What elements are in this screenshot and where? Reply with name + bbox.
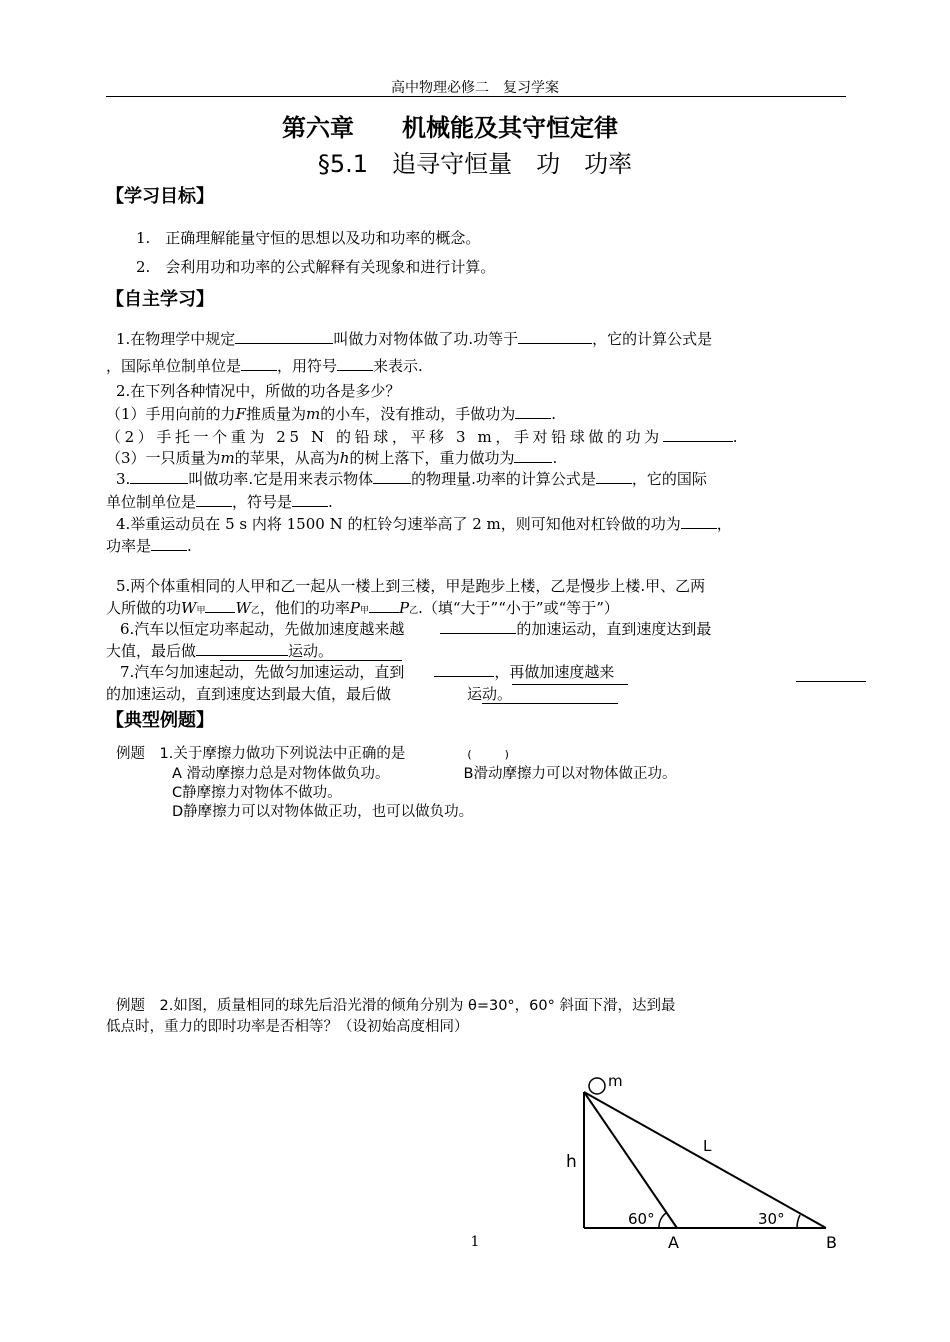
blank[interactable] [235, 328, 333, 344]
blank[interactable] [596, 468, 632, 484]
blank[interactable] [151, 535, 187, 551]
height-symbol: h [339, 449, 350, 467]
q1-text-c: ，它的计算公式是 [592, 330, 713, 348]
q3-text-d: ，它的国际 [631, 470, 707, 488]
q4-text-c: 功率是 [106, 537, 152, 555]
q2-item-2: （2）手托一个重为 25 N 的铅球，平移 3 m，手对铅球做的功为 . [106, 428, 742, 446]
q1-text-b: 叫做力对物体做了功.功等于 [333, 330, 519, 348]
option-d: D静摩擦力可以对物体做正功，也可以做负功。 [172, 804, 474, 820]
mass-symbol: m [305, 405, 321, 423]
q6-text-c: 大值，最后做 [106, 642, 197, 660]
goals-heading: 【学习目标】 [106, 186, 214, 207]
blank[interactable] [434, 661, 494, 677]
label-point-a: A [668, 1233, 679, 1252]
q4-text-a: 4.举重运动员在 5 s 内将 1500 N 的杠铃匀速举高了 2 m，则可知他对杠铃做的功为 [116, 515, 681, 533]
q4-line2: 功率是 . [106, 537, 192, 555]
work-symbol: W [235, 599, 251, 617]
q6-text-b: 的加速运动，直到速度达到最 [516, 620, 712, 638]
option-b: B滑动摩擦力可以对物体做正功。 [463, 766, 677, 782]
blank[interactable] [205, 597, 235, 613]
q2-3-text-c: 的树上落下，重力做功为 [349, 449, 515, 467]
header-rule [106, 96, 846, 97]
q6-text-d: 运动。 [288, 642, 334, 660]
blank[interactable] [440, 618, 516, 634]
subscript-yi: 乙 [409, 606, 419, 616]
blank[interactable] [663, 426, 733, 442]
answer-line [796, 681, 866, 682]
incline-30 [584, 1092, 826, 1228]
q4-text-b: ， [716, 515, 732, 533]
answer-line [512, 684, 628, 685]
blank[interactable] [241, 355, 277, 371]
q2-1-text-b: 推质量为 [245, 405, 306, 423]
page-header: 高中物理必修二 复习学案 [391, 80, 559, 96]
blank[interactable] [369, 597, 399, 613]
blank[interactable] [373, 468, 411, 484]
label-L: L [703, 1137, 712, 1155]
subscript-yi: 乙 [250, 606, 260, 616]
q7-text-c: 的加速运动，直到速度达到最大值，最后做 [106, 685, 392, 703]
incline-diagram [560, 1070, 850, 1255]
example-1-text: 例题 1.关于摩擦力做功下列说法中正确的是 [116, 746, 406, 762]
example-2-line1: 例题 2.如图，质量相同的球先后沿光滑的倾角分别为 θ=30°，60° 斜面下滑，达到最 [116, 998, 676, 1014]
q3-text-c: 的物理量.功率的计算公式是 [411, 470, 596, 488]
power-symbol: P [349, 599, 360, 617]
blank[interactable] [515, 403, 551, 419]
blank[interactable] [292, 491, 328, 507]
q3-text-f: ，符号是 [232, 493, 293, 511]
q5-text-d: .（填“大于”“小于”或“等于”） [418, 599, 619, 617]
q2-stem: 2.在下列各种情况中，所做的功各是多少？ [116, 382, 401, 400]
option-c: C静摩擦力对物体不做功。 [172, 785, 342, 801]
q1-text-a: 1.在物理学中规定 [116, 330, 236, 348]
self-study-heading: 【自主学习】 [106, 289, 214, 310]
q1-text-e: ，用符号 [277, 357, 338, 375]
q7-text-d: 运动。 [467, 685, 513, 703]
blank[interactable] [518, 328, 592, 344]
blank[interactable] [196, 640, 288, 656]
q7-text-a: 7.汽车匀加速起动，先做匀加速运动，直到 [120, 663, 405, 681]
q7-line1 [120, 661, 614, 683]
q6-line1 [120, 618, 711, 640]
q3-line2: 单位制单位是 ，符号是 . [106, 493, 333, 511]
example-2-line2: 低点时，重力的即时功率是否相等？（设初始高度相同） [106, 1019, 469, 1035]
q2-3-text-a: （3）一只质量为 [106, 449, 221, 467]
q1-text-d: ，国际单位制单位是 [106, 357, 242, 375]
q2-item-1: （1）手用向前的力F推质量为m的小车，没有推动，手做功为 . [106, 405, 557, 423]
subscript-jia: 甲 [360, 606, 370, 616]
q4-line1 [116, 513, 732, 535]
q5-text-b: 人所做的功 [106, 599, 182, 617]
q2-3-text-b: 的苹果，从高为 [234, 449, 340, 467]
angle-arc-30 [797, 1215, 800, 1228]
blank[interactable] [681, 513, 717, 529]
section-title: §5.1 追寻守恒量 功 功率 [317, 150, 633, 178]
page-number: 1 [470, 1234, 480, 1250]
q6-text-a: 6.汽车以恒定功率起动，先做加速度越来越 [120, 620, 405, 638]
label-m: m [608, 1072, 623, 1090]
label-angle-30: 30° [758, 1210, 785, 1228]
q3-text-b: 叫做功率.它是用来表示物体 [188, 470, 374, 488]
q5-text-c: ，他们的功率 [259, 599, 350, 617]
incline-60 [584, 1092, 677, 1228]
blank[interactable] [130, 468, 188, 484]
ball [589, 1078, 605, 1094]
work-symbol: W [181, 599, 197, 617]
q1-line1 [116, 328, 712, 350]
examples-heading: 【典型例题】 [106, 710, 214, 731]
q2-item-3: （3）一只质量为m的苹果，从高为h的树上落下，重力做功为 . [106, 449, 558, 467]
q3-line1 [116, 468, 707, 490]
q2-1-text-a: （1）手用向前的力 [106, 405, 236, 423]
angle-arc-60 [659, 1213, 666, 1228]
power-symbol: P [399, 599, 410, 617]
q2-2-text: （2）手托一个重为 25 N 的铅球，平移 3 m，手对铅球做的功为 [106, 428, 663, 446]
goal-item-2: 2. 会利用功和功率的公式解释有关现象和进行计算。 [136, 258, 496, 276]
force-symbol: F [235, 405, 246, 423]
subscript-jia: 甲 [196, 606, 206, 616]
label-h: h [566, 1152, 577, 1172]
blank[interactable] [514, 447, 552, 463]
q2-1-text-c: 的小车，没有推动，手做功为 [320, 405, 516, 423]
label-point-b: B [826, 1233, 837, 1252]
blank[interactable] [337, 355, 373, 371]
blank[interactable] [196, 491, 232, 507]
q5-line1: 5.两个体重相同的人甲和乙一起从一楼上到三楼，甲是跑步上楼，乙是慢步上楼.甲、乙两 [116, 577, 706, 595]
q3-text-a: 3. [116, 470, 131, 488]
chapter-title: 第六章 机械能及其守恒定律 [282, 114, 618, 142]
q6-line2 [106, 640, 333, 662]
mass-symbol: m [220, 449, 235, 467]
q7-line2 [106, 683, 512, 705]
option-a: A 滑动摩擦力总是对物体做负功。 [172, 766, 390, 782]
label-angle-60: 60° [628, 1210, 655, 1228]
answer-parens: ( ) [467, 748, 509, 761]
q1-line2 [106, 355, 423, 377]
q3-text-e: 单位制单位是 [106, 493, 197, 511]
goal-item-1: 1. 正确理解能量守恒的思想以及功和功率的概念。 [136, 229, 481, 247]
answer-line [482, 703, 618, 704]
q7-text-b: ，再做加速度越来 [494, 663, 615, 681]
q1-text-f: 来表示. [373, 357, 423, 375]
